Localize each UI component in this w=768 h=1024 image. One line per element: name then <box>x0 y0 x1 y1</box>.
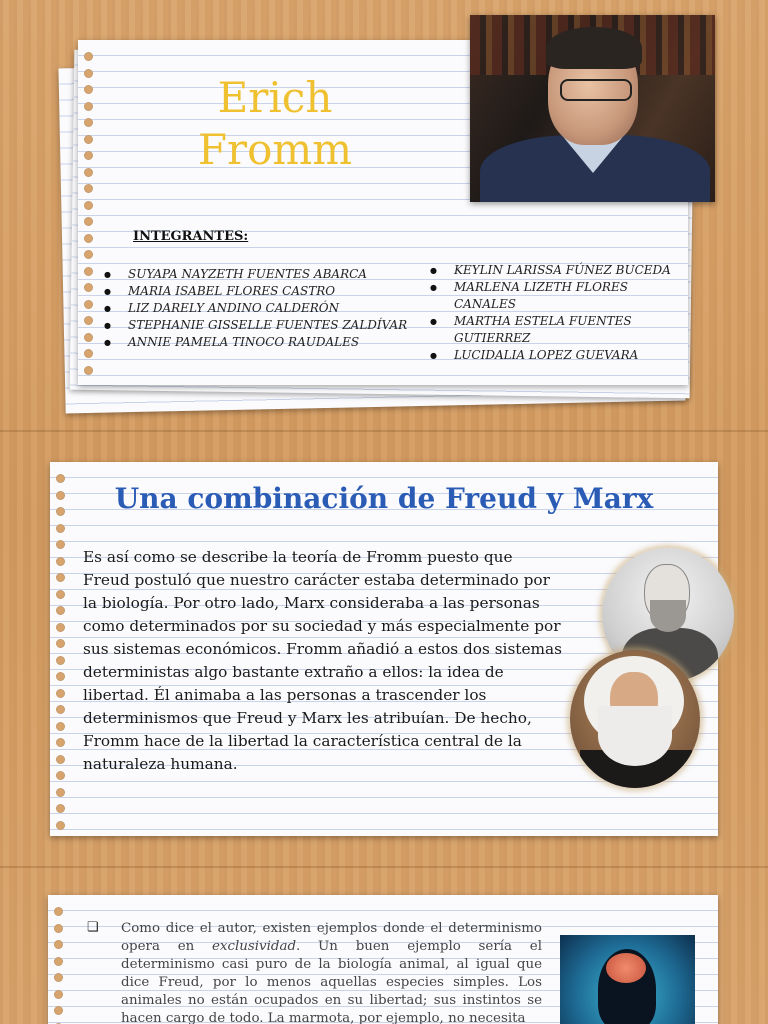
binder-hole <box>54 1006 63 1015</box>
members-list-left <box>104 266 424 351</box>
binder-hole <box>56 821 65 830</box>
erich-fromm-photo <box>470 15 715 202</box>
binder-hole <box>54 990 63 999</box>
binder-hole <box>56 656 65 665</box>
list-item: ● MARLENA LIZETH FLORES CANALES <box>430 279 680 313</box>
slide-title <box>140 72 410 176</box>
board-divider <box>0 430 768 432</box>
binder-hole <box>56 540 65 549</box>
binder-hole <box>56 590 65 599</box>
binder-hole <box>56 639 65 648</box>
binder-hole <box>56 705 65 714</box>
binder-hole <box>56 557 65 566</box>
binder-hole <box>84 283 93 292</box>
binder-hole <box>56 771 65 780</box>
checkbox-bullet-icon: ❏ <box>87 920 99 935</box>
list-item: ● MARIA ISABEL FLORES CASTRO <box>104 283 424 300</box>
marx-portrait <box>570 650 700 788</box>
list-item: ● ANNIE PAMELA TINOCO RAUDALES <box>104 334 424 351</box>
binder-holes <box>54 895 68 1024</box>
binder-hole <box>84 316 93 325</box>
binder-holes <box>84 40 98 385</box>
binder-hole <box>84 250 93 259</box>
list-item: ● SUYAPA NAYZETH FUENTES ABARCA <box>104 266 424 283</box>
binder-hole <box>84 85 93 94</box>
emphasis-text: exclusividad <box>212 939 297 954</box>
binder-hole <box>84 349 93 358</box>
binder-hole <box>54 973 63 982</box>
binder-hole <box>54 940 63 949</box>
binder-hole <box>84 102 93 111</box>
slide-title: Una combinación de Freud y Marx <box>114 482 654 515</box>
binder-hole <box>84 333 93 342</box>
binder-hole <box>56 672 65 681</box>
binder-hole <box>54 924 63 933</box>
binder-holes <box>56 462 70 836</box>
binder-hole <box>84 118 93 127</box>
binder-hole <box>54 957 63 966</box>
binder-hole <box>84 69 93 78</box>
board-divider <box>0 866 768 868</box>
binder-hole <box>56 722 65 731</box>
binder-hole <box>54 907 63 916</box>
binder-hole <box>56 623 65 632</box>
list-item: ● STEPHANIE GISSELLE FUENTES ZALDÍVAR <box>104 317 424 334</box>
slide-body-text: Es así como se describe la teoría de Fromm puesto que Freud postuló que nuestro carácter estaba determinado por la biología. Por otro lado, Marx consideraba a las personas como determinados por su sociedad y más especialmente por sus sistemas económicos. Fromm añadió a estos dos sistemas deterministas algo bastante extraño a ellos: la idea de libertad. Él animaba a las personas a trascender los determinismos que Freud y Marx les atribuían. De hecho, Fromm hace de la libertad la característica central de la naturaleza humana. <box>83 548 562 773</box>
binder-hole <box>84 52 93 61</box>
list-item: ● LIZ DARELY ANDINO CALDERÓN <box>104 300 424 317</box>
binder-hole <box>84 168 93 177</box>
binder-hole <box>84 267 93 276</box>
binder-hole <box>84 217 93 226</box>
binder-hole <box>56 689 65 698</box>
binder-hole <box>84 366 93 375</box>
binder-hole <box>56 804 65 813</box>
binder-hole <box>84 201 93 210</box>
binder-hole <box>56 755 65 764</box>
binder-hole <box>56 573 65 582</box>
title-line-1: Erich <box>217 73 333 122</box>
binder-hole <box>84 234 93 243</box>
binder-hole <box>56 788 65 797</box>
slide-body-text: Como dice el autor, existen ejemplos donde el determinismo opera en exclusividad. Un buen ejemplo sería el determinismo casi puro de la biología animal, al igual que dice Freud, por lo menos aquellas especies simples. Los animales no están ocupados en su libertad; sus instintos se hacen cargo de todo. La marmota, por ejemplo, no necesita <box>121 921 542 1024</box>
binder-hole <box>56 524 65 533</box>
title-line-2: Fromm <box>197 125 353 174</box>
binder-hole <box>84 300 93 309</box>
binder-hole <box>56 606 65 615</box>
binder-hole <box>84 184 93 193</box>
list-item: ● KEYLIN LARISSA FÚNEZ BUCEDA <box>430 262 680 279</box>
integrantes-heading: INTEGRANTES: <box>133 229 249 244</box>
binder-hole <box>56 738 65 747</box>
list-item: ● LUCIDALIA LOPEZ GUEVARA <box>430 347 680 364</box>
members-list-right <box>430 262 680 364</box>
brain-head-illustration <box>560 935 695 1024</box>
binder-hole <box>84 151 93 160</box>
list-item: ● MARTHA ESTELA FUENTES GUTIERREZ <box>430 313 680 347</box>
binder-hole <box>84 135 93 144</box>
